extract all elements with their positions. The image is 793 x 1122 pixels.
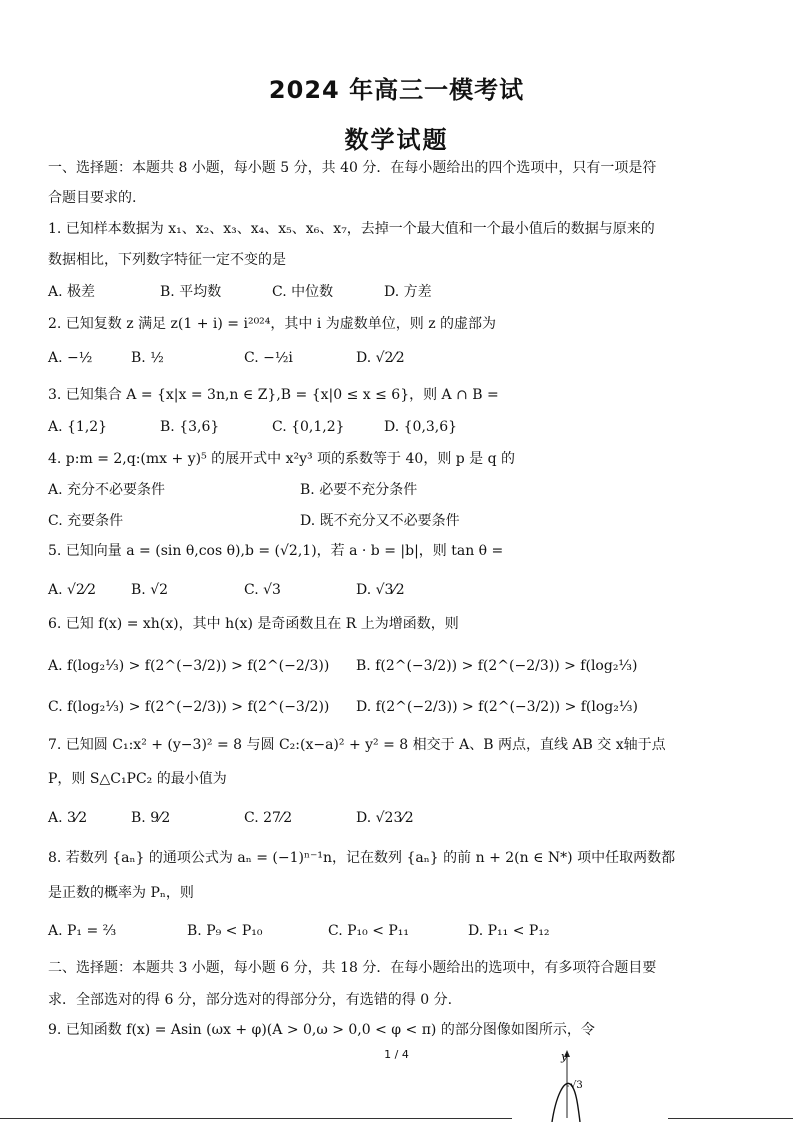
q1-option-b: B. 平均数 xyxy=(160,284,222,300)
q3-option-c: C. {0,1,2} xyxy=(272,419,345,435)
section2-instructions-line2: 求．全部选对的得 6 分，部分选对的得部分分，有选错的得 0 分. xyxy=(48,992,453,1008)
q7-option-c: C. 27⁄2 xyxy=(244,810,293,826)
q1-stem-line2: 数据相比，下列数字特征一定不变的是 xyxy=(48,252,286,268)
q5-stem: 5. 已知向量 a = (sin θ,cos θ),b = (√2,1)，若 a · b = |b|，则 tan θ = xyxy=(48,543,504,559)
q2-option-c: C. −½i xyxy=(244,350,293,366)
exam-subtitle: 数学试题 xyxy=(344,126,449,154)
q4-option-a: A. 充分不必要条件 xyxy=(48,482,166,498)
q1-option-d: D. 方差 xyxy=(384,284,432,300)
footer-rule-right xyxy=(668,1118,793,1119)
q8-stem-line1: 8. 若数列 {aₙ} 的通项公式为 aₙ = (−1)ⁿ⁻¹n，记在数列 {aₙ} 的前 n + 2(n ∈ N*) 项中任取两数都 xyxy=(48,850,676,866)
q7-option-b: B. 9⁄2 xyxy=(131,810,171,826)
q6-option-b: B. f(2^(−3/2)) > f(2^(−2/3)) > f(log₂⅓) xyxy=(356,658,638,674)
q4-option-c: C. 充要条件 xyxy=(48,513,124,529)
q2-stem: 2. 已知复数 z 满足 z(1 + i) = i²⁰²⁴，其中 i 为虚数单位，则 z 的虚部为 xyxy=(48,316,497,332)
q7-option-a: A. 3⁄2 xyxy=(48,810,88,826)
q5-option-d: D. √3⁄2 xyxy=(356,582,405,598)
section2-instructions-line1: 二、选择题：本题共 3 小题，每小题 6 分，共 18 分．在每小题给出的选项中，有多项符合题目要 xyxy=(48,960,657,976)
q2-option-a: A. −½ xyxy=(48,350,93,366)
q1-stem-line1: 1. 已知样本数据为 x₁、x₂、x₃、x₄、x₅、x₆、x₇，去掉一个最大值和一个最小值后的数据与原来的 xyxy=(48,221,655,237)
graph-sqrt3-label: √3 xyxy=(570,1080,583,1091)
q1-option-a: A. 极差 xyxy=(48,284,96,300)
graph-y-label: y xyxy=(561,1050,568,1063)
q7-option-d: D. √23⁄2 xyxy=(356,810,414,826)
q9-stem: 9. 已知函数 f(x) = Asin (ωx + φ)(A > 0,ω > 0,0 < φ < π) 的部分图像如图所示，令 xyxy=(48,1022,595,1038)
exam-title: 2024 年高三一模考试 xyxy=(268,76,525,104)
q8-option-b: B. P₉ < P₁₀ xyxy=(187,923,263,939)
q5-option-a: A. √2⁄2 xyxy=(48,582,97,598)
q8-option-c: C. P₁₀ < P₁₁ xyxy=(328,923,410,939)
q6-option-a: A. f(log₂⅓) > f(2^(−3/2)) > f(2^(−2/3)) xyxy=(48,658,330,674)
q5-option-b: B. √2 xyxy=(131,582,169,598)
q8-stem-line2: 是正数的概率为 Pₙ，则 xyxy=(48,885,194,901)
q2-option-d: D. √2⁄2 xyxy=(356,350,405,366)
q4-option-b: B. 必要不充分条件 xyxy=(300,482,418,498)
q6-option-c: C. f(log₂⅓) > f(2^(−2/3)) > f(2^(−3/2)) xyxy=(48,699,330,715)
q5-option-c: C. √3 xyxy=(244,582,281,598)
section1-instructions-line2: 合题目要求的. xyxy=(48,190,137,206)
q3-option-d: D. {0,3,6} xyxy=(384,419,458,435)
q4-option-d: D. 既不充分又不必要条件 xyxy=(300,513,460,529)
q6-stem: 6. 已知 f(x) = xh(x)，其中 h(x) 是奇函数且在 R 上为增函数，则 xyxy=(48,616,459,632)
q6-option-d: D. f(2^(−2/3)) > f(2^(−3/2)) > f(log₂⅓) xyxy=(356,699,638,715)
q7-stem-line2: P，则 S△C₁PC₂ 的最小值为 xyxy=(48,771,227,787)
q2-option-b: B. ½ xyxy=(131,350,164,366)
q3-option-b: B. {3,6} xyxy=(160,419,220,435)
q3-stem: 3. 已知集合 A = {x|x = 3n,n ∈ Z},B = {x|0 ≤ x ≤ 6}，则 A ∩ B = xyxy=(48,387,499,403)
q3-option-a: A. {1,2} xyxy=(48,419,108,435)
q4-stem: 4. p:m = 2,q:(mx + y)⁵ 的展开式中 x²y³ 项的系数等于 40，则 p 是 q 的 xyxy=(48,451,516,467)
footer-rule-left xyxy=(0,1118,512,1119)
q8-option-d: D. P₁₁ < P₁₂ xyxy=(468,923,550,939)
q7-stem-line1: 7. 已知圆 C₁:x² + (y−3)² = 8 与圆 C₂:(x−a)² + y² = 8 相交于 A、B 两点，直线 AB 交 x轴于点 xyxy=(48,737,666,753)
page-number: 1 / 4 xyxy=(384,1048,409,1061)
q1-option-c: C. 中位数 xyxy=(272,284,334,300)
q8-option-a: A. P₁ = ⅔ xyxy=(48,923,117,939)
section1-instructions-line1: 一、选择题：本题共 8 小题，每小题 5 分，共 40 分．在每小题给出的四个选项中，只有一项是符 xyxy=(48,160,657,176)
